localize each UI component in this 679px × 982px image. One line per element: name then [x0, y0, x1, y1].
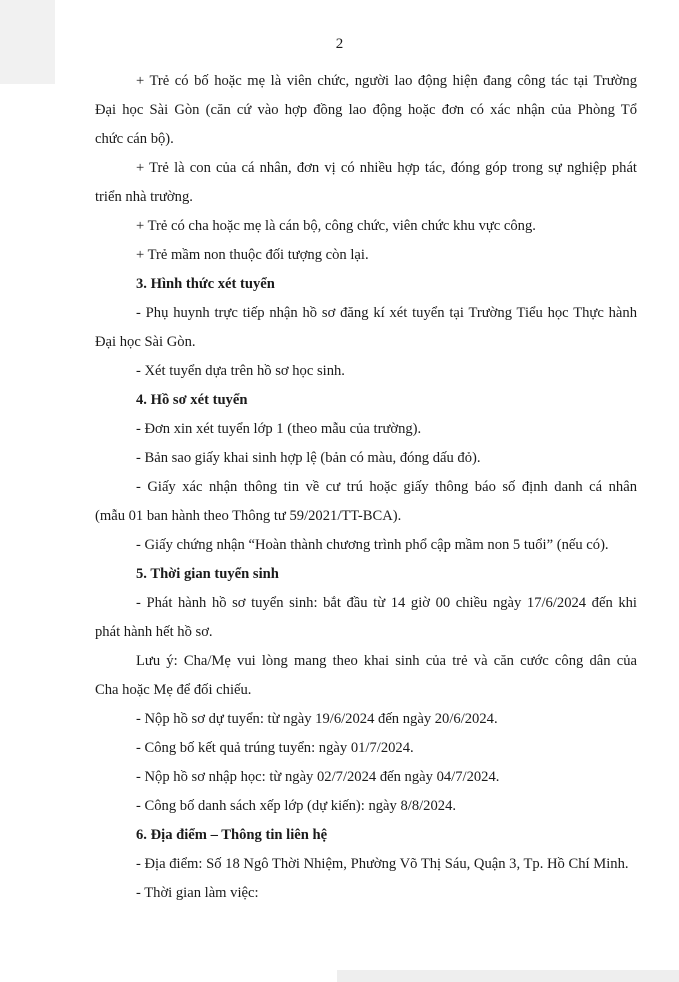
paragraph-line: + Trẻ có bố hoặc mẹ là viên chức, người lao động hiện đang công tác tại Trường [136, 73, 637, 89]
priority-item: + Trẻ mầm non thuộc đối tượng còn lại. [136, 247, 369, 263]
paragraph-line: triển nhà trường. [95, 189, 193, 205]
section-heading: 4. Hồ sơ xét tuyển [136, 392, 248, 408]
list-item: - Địa điểm: Số 18 Ngô Thời Nhiệm, Phường Võ Thị Sáu, Quận 3, Tp. Hồ Chí Minh. [136, 856, 629, 872]
paragraph-line: chức cán bộ). [95, 131, 174, 147]
paragraph-line: - Giấy xác nhận thông tin về cư trú hoặc giấy thông báo số định danh cá nhân [136, 479, 637, 495]
paragraph-line: - Phụ huynh trực tiếp nhận hồ sơ đăng kí xét tuyển tại Trường Tiểu học Thực hành [136, 305, 637, 321]
paragraph-line: (mẫu 01 ban hành theo Thông tư 59/2021/TT-BCA). [95, 508, 402, 524]
paragraph-line: phát hành hết hồ sơ. [95, 624, 213, 640]
list-item: - Giấy chứng nhận “Hoàn thành chương trình phổ cập mầm non 5 tuổi” (nếu có). [136, 537, 609, 553]
list-item [95, 589, 637, 647]
scan-shadow-bottom-right [337, 970, 679, 982]
list-item [95, 473, 637, 531]
note-item [95, 647, 637, 705]
section-heading: 3. Hình thức xét tuyển [136, 276, 275, 292]
list-item: - Nộp hồ sơ nhập học: từ ngày 02/7/2024 đến ngày 04/7/2024. [136, 769, 500, 785]
section-heading: 6. Địa điểm – Thông tin liên hệ [136, 827, 328, 843]
list-item: - Bản sao giấy khai sinh hợp lệ (bản có màu, đóng dấu đỏ). [136, 450, 481, 466]
list-item: - Nộp hồ sơ dự tuyển: từ ngày 19/6/2024 đến ngày 20/6/2024. [136, 711, 498, 727]
priority-item: + Trẻ có cha hoặc mẹ là cán bộ, công chức, viên chức khu vực công. [136, 218, 536, 234]
page-number: 2 [335, 36, 344, 52]
paragraph-line: Lưu ý: Cha/Mẹ vui lòng mang theo khai sinh của trẻ và căn cước công dân của [136, 653, 637, 669]
paragraph-line: Đại học Sài Gòn (căn cứ vào hợp đồng lao động hoặc đơn có xác nhận của Phòng Tổ [95, 102, 637, 118]
priority-item [95, 154, 637, 212]
list-item: - Công bố danh sách xếp lớp (dự kiến): ngày 8/8/2024. [136, 798, 457, 814]
paragraph-line: Cha hoặc Mẹ để đối chiếu. [95, 682, 252, 698]
paragraph-line: - Phát hành hồ sơ tuyển sinh: bắt đầu từ 14 giờ 00 chiều ngày 17/6/2024 đến khi [136, 595, 637, 611]
paragraph-line: + Trẻ là con của cá nhân, đơn vị có nhiều hợp tác, đóng góp trong sự nghiệp phát [136, 160, 637, 176]
section-heading: 5. Thời gian tuyển sinh [136, 566, 279, 582]
list-item: - Công bố kết quả trúng tuyển: ngày 01/7/2024. [136, 740, 414, 756]
document-body [95, 67, 637, 908]
list-item: - Đơn xin xét tuyển lớp 1 (theo mẫu của trường). [136, 421, 422, 437]
list-item [95, 299, 637, 357]
list-item: - Xét tuyển dựa trên hồ sơ học sinh. [136, 363, 345, 379]
list-item: - Thời gian làm việc: [136, 885, 259, 901]
paragraph-line: Đại học Sài Gòn. [95, 334, 196, 350]
priority-item [95, 67, 637, 154]
